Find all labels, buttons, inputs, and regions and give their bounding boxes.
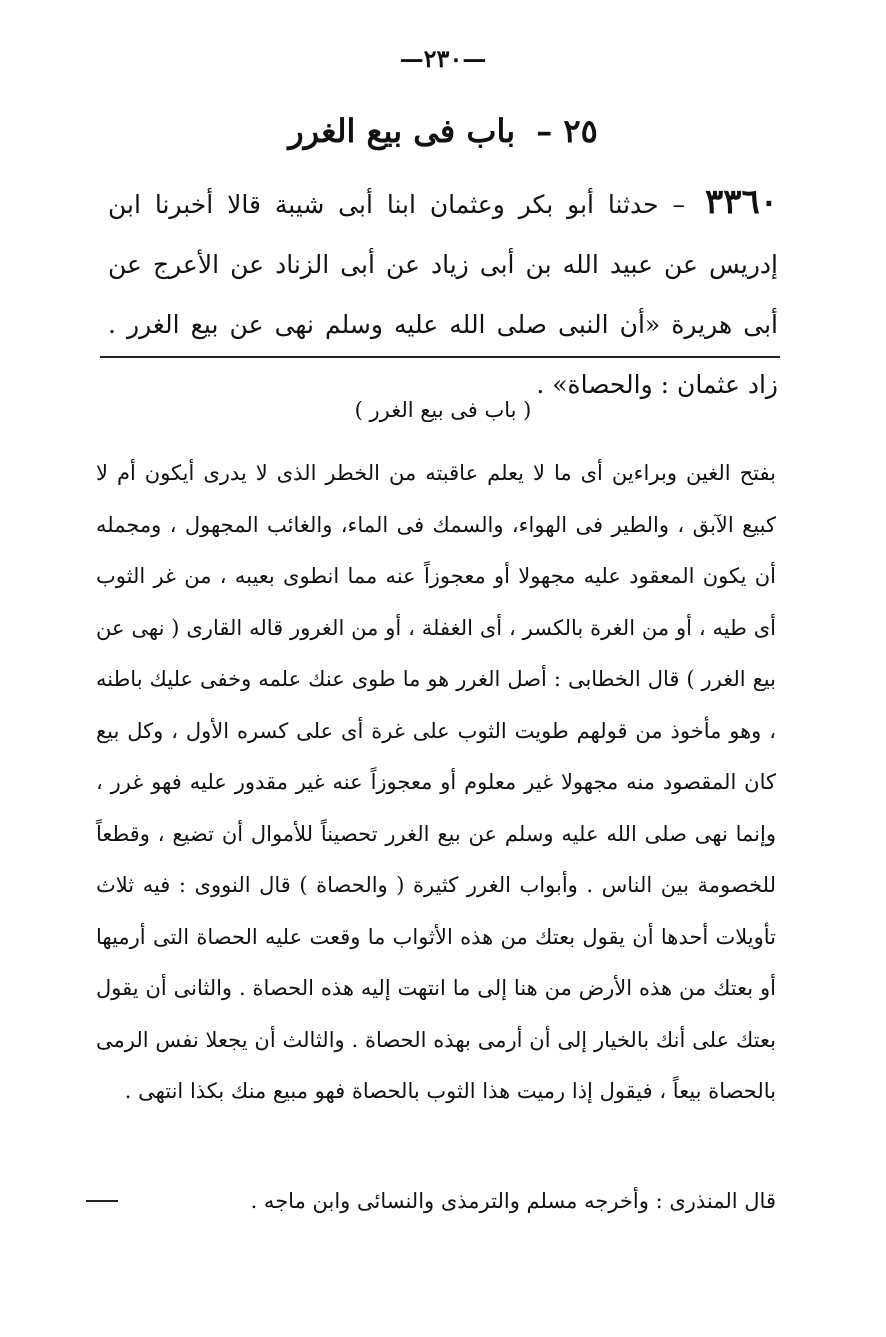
hadith-text: – حدثنا أبو بكر وعثمان ابنا أبى شيبة قالا أخبرنا ابن إدريس عن عبيد الله بن أبى زياد عن أبى الزناد عن الأعرج عن أبى هريرة «أن النبى صلى الله عليه وسلم نهى عن بيع الغرر . زاد عثمان : والحصاة» . [108,190,778,399]
chapter-title: باب فى بيع الغرر [288,112,516,150]
commentary-title: ( باب فى بيع الغرر ) [354,398,532,422]
chapter-number: ٢٥ – [536,112,598,150]
hadith-text-block [108,172,778,415]
footer-note [86,1176,776,1226]
footer-text: قال المنذرى : وأخرجه مسلم والترمذى والنسائى وابن ماجه . [250,1189,776,1213]
commentary-block [96,448,776,1118]
hadith-number: ٣٣٦٠ [704,182,778,222]
commentary-text: بفتح الغين وبراءين أى ما لا يعلم عاقبته من الخطر الذى لا يدرى أيكون أم لا كبيع الآبق ، والطير فى الهواء، والسمك فى الماء، والغائب المجهول ، ومجمله أن يكون المعقود عليه مجهولا أو معجوزاً عنه مما انطوى بعيبه ، من غر الثوب أى طيه ، أو من الغرة بالكسر ، أى الغفلة ، أو من الغرور قاله القارى ( نهى عن بيع الغرر ) قال الخطابى : أصل الغرر هو ما طوى عنك علمه وخفى عليك باطنه ، وهو مأخوذ من قولهم طويت الثوب على غرة أى على كسره الأول ، وكل بيع كان المقصود منه مجهولا غير معلوم أو معجوزاً عنه غير مقدور عليه فهو غرر ، وإنما نهى صلى الله عليه وسلم عن بيع الغرر تحصيناً للأموال أن تضيع ، وقطعاً للخصومة بين الناس . وأبواب الغرر كثيرة ( والحصاة ) قال النووى : فيه ثلاث تأويلات أحدها أن يقول بعتك من هذه الأثواب ما وقعت عليه الحصاة التى أرميها أو بعتك من هذه الأرض من هنا إلى ما انتهت إليه هذه الحصاة . والثانى أن يقول بعتك على أنك بالخيار إلى أن أرمى بهذه الحصاة . والثالث أن يجعلا نفس الرمى بالحصاة بيعاً ، فيقول إذا رميت هذا الثوب بالحصاة فهو مبيع منك بكذا انتهى . [96,461,776,1103]
section-divider [100,356,780,358]
page-number: —٢٣٠— [399,44,487,73]
chapter-heading [0,112,886,150]
footer-dash [86,1200,118,1202]
